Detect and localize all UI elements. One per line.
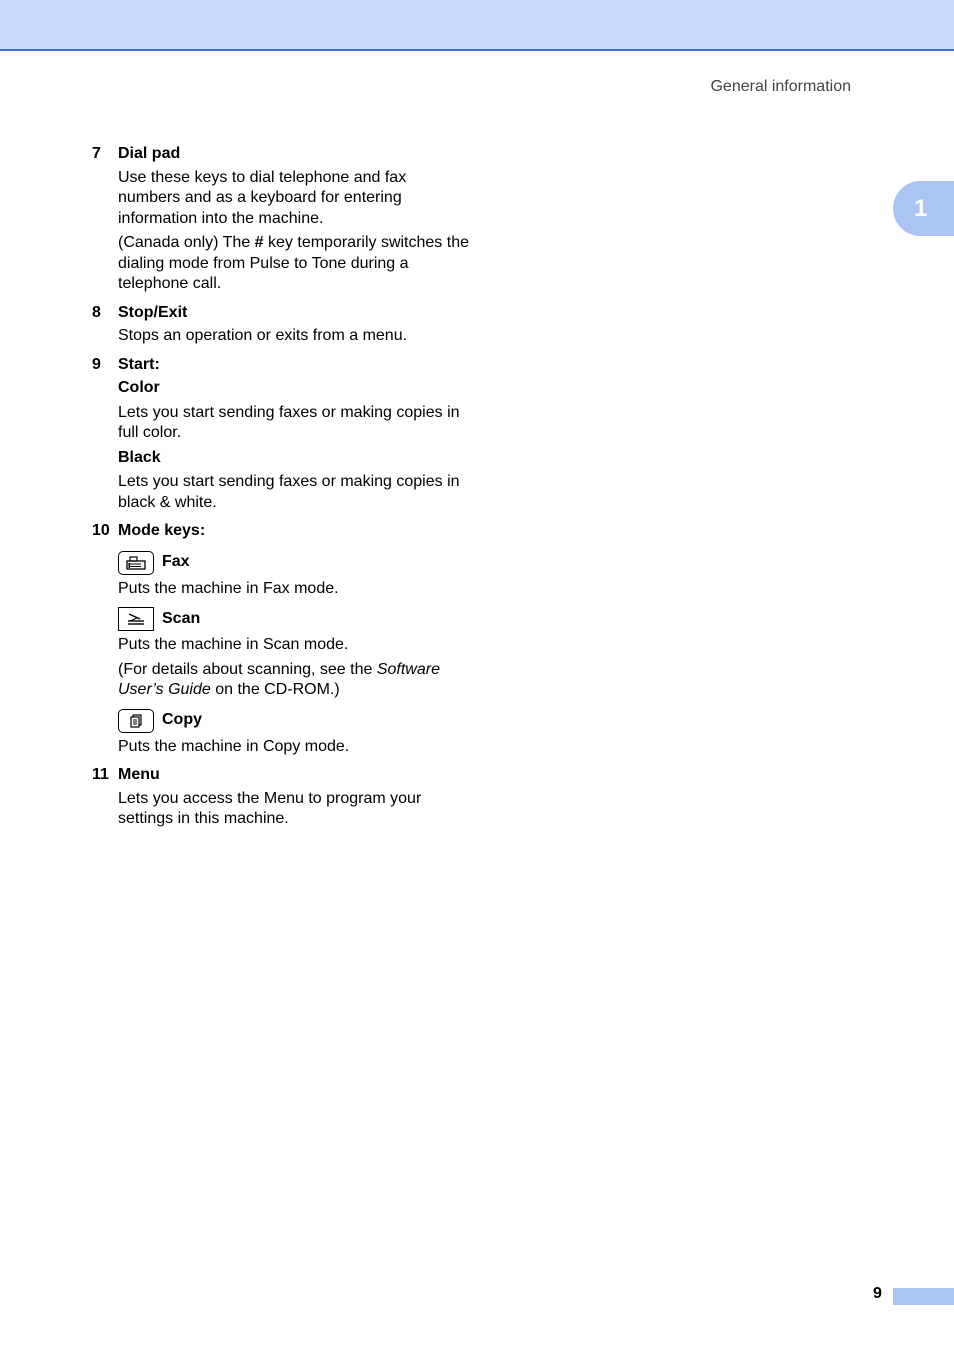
mode-key-text: Puts the machine in Copy mode. <box>118 737 350 755</box>
subitem-text-black: Lets you start sending faxes or making copies in black & white. <box>118 473 460 511</box>
item-text: Stops an operation or exits from a menu. <box>118 327 408 344</box>
item-mode-keys <box>92 521 472 757</box>
item-title: Stop/Exit <box>118 303 188 321</box>
item-title: Start: <box>118 355 160 373</box>
mode-key-note: (For details about scanning, see the Software User’s Guide on the CD-ROM.) <box>118 660 440 698</box>
chapter-tab <box>893 181 954 236</box>
scanner-icon <box>126 612 146 626</box>
mode-key-text: Puts the machine in Fax mode. <box>118 579 339 597</box>
mode-key-label: Copy <box>162 711 202 729</box>
item-number: 10 <box>92 522 110 539</box>
top-band <box>0 0 954 51</box>
mode-key-scan <box>118 607 472 631</box>
item-number: 11 <box>92 766 109 783</box>
scan-key <box>118 607 154 631</box>
item-menu <box>92 765 472 830</box>
subitem-title-black: Black <box>118 448 161 466</box>
item-number: 9 <box>92 355 101 373</box>
mode-key-text: Puts the machine in Scan mode. <box>118 636 349 653</box>
mode-key-label: Scan <box>162 609 201 627</box>
item-text: Lets you access the Menu to program your settings in this machine. <box>118 789 422 827</box>
item-number: 7 <box>92 145 101 162</box>
item-stop-exit <box>92 303 472 347</box>
copy-document-icon <box>128 714 144 728</box>
item-title: Menu <box>118 766 160 783</box>
item-start <box>92 355 472 514</box>
item-dial-pad <box>92 144 472 295</box>
fax-machine-icon <box>126 556 146 570</box>
item-note: (Canada only) The # key temporarily switches the dialing mode from Pulse to Tone during a telephone call. <box>118 234 469 292</box>
mode-key-copy <box>118 709 472 733</box>
chapter-number: 1 <box>914 194 928 222</box>
item-title: Mode keys: <box>118 522 206 539</box>
mode-key-label: Fax <box>162 553 190 571</box>
page-number: 9 <box>873 1285 882 1302</box>
guide-title: Software User’s Guide <box>118 660 440 698</box>
subitem-text-color: Lets you start sending faxes or making copies in full color. <box>118 403 460 441</box>
subitem-title-color: Color <box>118 379 160 396</box>
item-title: Dial pad <box>118 145 181 162</box>
hash-key-label: # <box>254 234 264 251</box>
item-number: 8 <box>92 303 101 321</box>
item-text: Use these keys to dial telephone and fax numbers and as a keyboard for entering information into the machine. <box>118 168 407 227</box>
fax-key <box>118 551 154 575</box>
copy-key <box>118 709 154 733</box>
key-descriptions <box>92 144 472 830</box>
mode-key-fax <box>118 551 472 575</box>
page-footer-bar <box>893 1288 954 1305</box>
running-head: General information <box>710 78 851 95</box>
